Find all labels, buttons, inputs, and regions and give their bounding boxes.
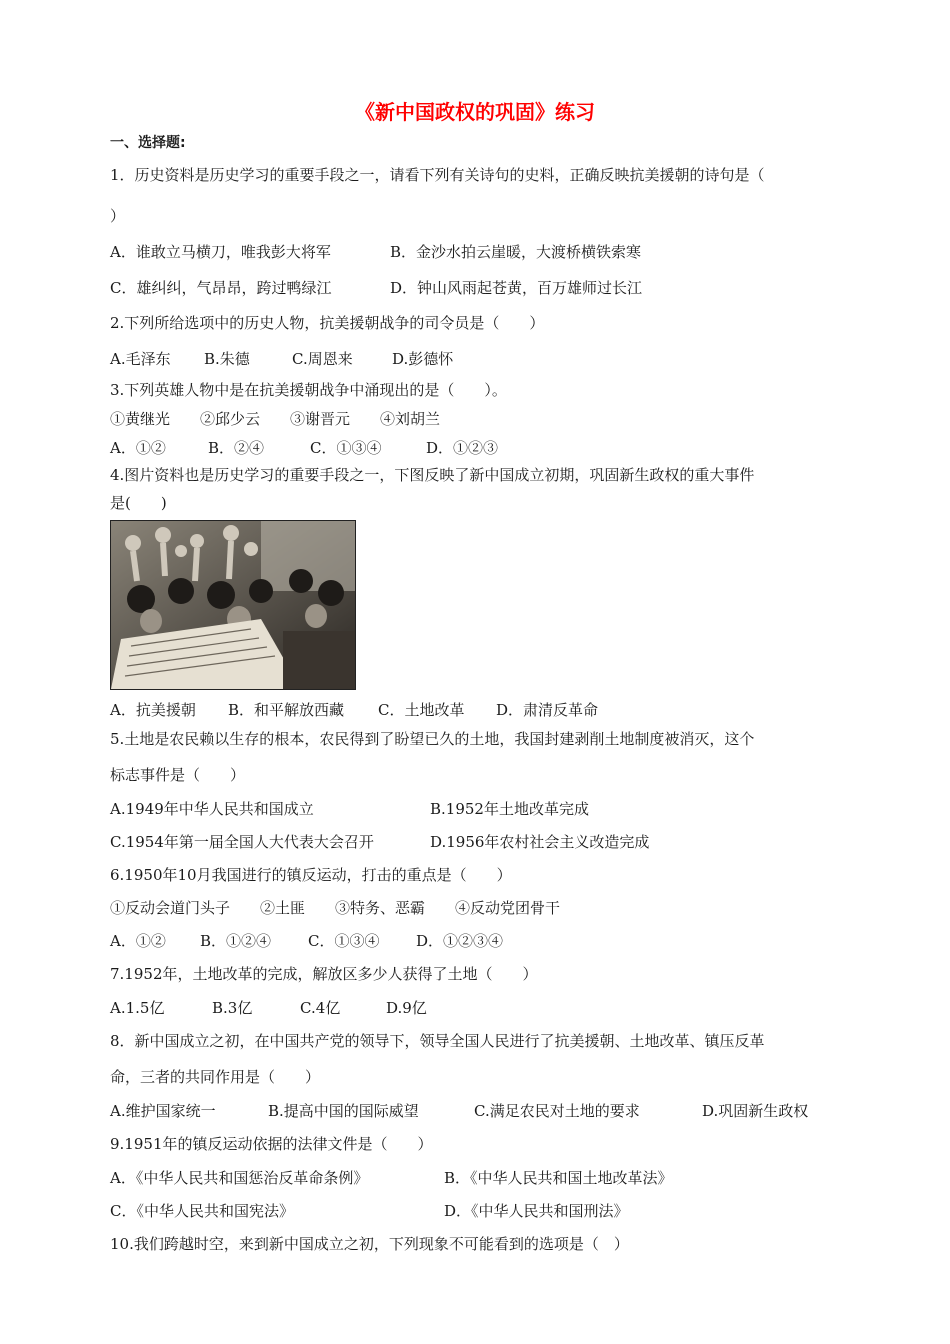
question-8-option-d: D.巩固新生政权	[702, 1102, 809, 1120]
question-1-option-a: A．谁敢立马横刀，唯我彭大将军	[110, 243, 331, 261]
question-1-option-c: C．雄纠纠，气昂昂，跨过鸭绿江	[110, 279, 332, 297]
question-10-stem: 10.我们跨越时空，来到新中国成立之初，下列现象不可能看到的选项是（ ）	[110, 1235, 629, 1253]
question-6-option-b: B．①②④	[200, 932, 272, 950]
question-1-option-d: D．钟山风雨起苍黄，百万雄师过长江	[390, 279, 643, 297]
question-3-stem: 3.下列英雄人物中是在抗美援朝战争中涌现出的是（ ）。	[110, 381, 507, 399]
question-7-option-a: A.1.5亿	[110, 999, 165, 1017]
page-title: 《新中国政权的巩固》练习	[355, 100, 595, 124]
question-6-option-a: A．①②	[110, 932, 166, 950]
question-9-stem: 9.1951年的镇反运动依据的法律文件是（ ）	[110, 1135, 433, 1153]
question-1-stem-cont: ）	[110, 207, 126, 225]
question-7-option-d: D.9亿	[386, 999, 427, 1017]
question-3-option-a: A．①②	[110, 439, 166, 457]
question-9-option-b: B．《中华人民共和国土地改革法》	[444, 1169, 673, 1187]
question-2-stem: 2.下列所给选项中的历史人物，抗美援朝战争的司令员是（ ）	[110, 314, 545, 332]
question-3-items: ①黄继光 ②邱少云 ③谢晋元 ④刘胡兰	[110, 410, 441, 428]
question-9-option-a: A．《中华人民共和国惩治反革命条例》	[110, 1169, 369, 1187]
question-3-option-b: B．②④	[208, 439, 265, 457]
question-4-option-a: A．抗美援朝	[110, 701, 196, 719]
crowd-with-document-photo-icon	[111, 521, 355, 689]
question-2-option-c: C.周恩来	[292, 350, 353, 368]
question-6-stem: 6.1950年10月我国进行的镇反运动，打击的重点是（ ）	[110, 866, 512, 884]
question-7-option-b: B.3亿	[212, 999, 253, 1017]
question-8-option-b: B.提高中国的国际威望	[268, 1102, 419, 1120]
question-6-option-d: D．①②③④	[416, 932, 504, 950]
section-heading: 一、选择题:	[110, 135, 186, 151]
historical-photo	[110, 520, 356, 690]
question-7-option-c: C.4亿	[300, 999, 341, 1017]
question-3-option-d: D．①②③	[426, 439, 499, 457]
question-6-option-c: C．①③④	[308, 932, 380, 950]
question-2-option-b: B.朱德	[204, 350, 250, 368]
question-7-stem: 7.1952年，土地改革的完成，解放区多少人获得了土地（ ）	[110, 965, 538, 983]
question-1-option-b: B．金沙水拍云崖暖，大渡桥横铁索寒	[390, 243, 642, 261]
question-9-option-d: D．《中华人民共和国刑法》	[444, 1202, 629, 1220]
question-8-option-c: C.满足农民对土地的要求	[474, 1102, 640, 1120]
question-4-option-b: B．和平解放西藏	[228, 701, 345, 719]
question-5-option-c: C.1954年第一届全国人大代表大会召开	[110, 833, 374, 851]
question-3-option-c: C．①③④	[310, 439, 382, 457]
question-9-option-c: C．《中华人民共和国宪法》	[110, 1202, 294, 1220]
question-1-stem: 1．历史资料是历史学习的重要手段之一，请看下列有关诗句的史料，正确反映抗美援朝的诗句是（	[110, 166, 765, 184]
question-2-option-a: A.毛泽东	[110, 350, 171, 368]
question-8-stem-cont: 命，三者的共同作用是（ ）	[110, 1068, 321, 1086]
question-5-option-d: D.1956年农村社会主义改造完成	[430, 833, 650, 851]
question-4-option-c: C．土地改革	[378, 701, 465, 719]
question-5-option-a: A.1949年中华人民共和国成立	[110, 800, 314, 818]
question-5-stem: 5.土地是农民赖以生存的根本，农民得到了盼望已久的土地，我国封建剥削土地制度被消灭，这个	[110, 730, 755, 748]
question-5-option-b: B.1952年土地改革完成	[430, 800, 589, 818]
question-8-stem: 8．新中国成立之初，在中国共产党的领导下，领导全国人民进行了抗美援朝、土地改革、镇压反革	[110, 1032, 765, 1050]
question-4-option-d: D．肃清反革命	[496, 701, 599, 719]
question-5-stem-cont: 标志事件是（ ）	[110, 766, 246, 784]
question-2-option-d: D.彭德怀	[392, 350, 454, 368]
question-8-option-a: A.维护国家统一	[110, 1102, 216, 1120]
question-6-items: ①反动会道门头子 ②土匪 ③特务、恶霸 ④反动党团骨干	[110, 899, 561, 917]
question-4-stem: 4.图片资料也是历史学习的重要手段之一，下图反映了新中国成立初期，巩固新生政权的重大事件	[110, 466, 755, 484]
question-4-stem-cont: 是( )	[110, 494, 167, 512]
